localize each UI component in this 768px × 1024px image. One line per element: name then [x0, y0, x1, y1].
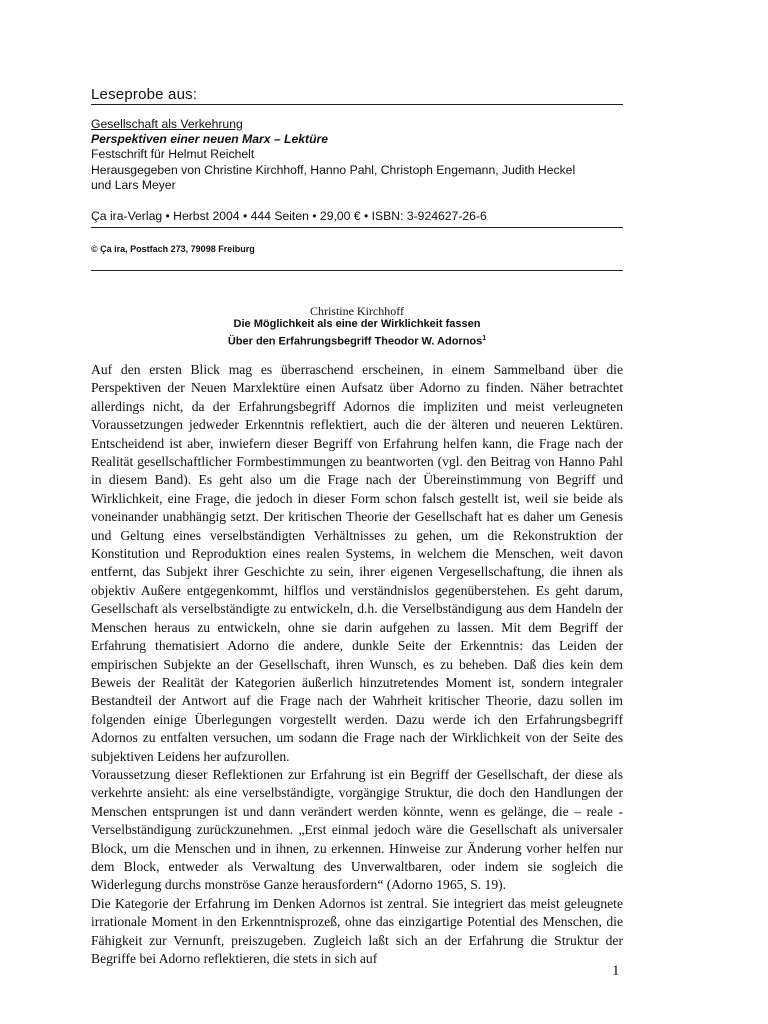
book-info — [91, 117, 631, 224]
article-subtitle-text: Über den Erfahrungsbegriff Theodor W. Adornos — [227, 335, 483, 348]
header-divider — [91, 104, 623, 105]
body-paragraph: Auf den ersten Blick mag es überraschend erscheinen, in einem Sammelband über die Perspektiven der Neuen Marxlektüre einen Aufsatz über Adorno zu finden. Näher betrachtet allerdings nicht, da der Erfahrungsbegriff Adornos die impliziten und meist verleugneten Voraussetzungen jedweder Erkenntnis reflektiert, auch die der älteren und neueren Lektüren. Entscheidend ist aber, inwiefern dieser Begriff von Erfahrung helfen kann, die Frage nach der Realität gesellschaftlicher Formbestimmungen zu beantworten (vgl. den Beitrag von Hanno Pahl in diesem Band). Es geht also um die Frage nach der Übereinstimmung von Begriff und Wirklichkeit, eine Frage, die jedoch in dieser Form schon falsch gestellt ist, weil sie beide als voneinander unabhängig setzt. Der kritischen Theorie der Gesellschaft hat es daher um Genesis und Geltung eines verselbständigten Verhältnisses zu gehen, um die Rekonstruktion der Konstitution und Reproduktion eines realen Systems, in welchem die Menschen, weit davon entfernt, das Subjekt ihrer Geschichte zu sein, ihrer eigenen Vergesellschaftung, die ihnen als objektiv Außere entgegenkommt, hilflos und verständnislos gegenüberstehen. Es geht darum, Gesellschaft als verselbständigte zu entwickeln, d.h. die Verselbständigung aus dem Handeln der Menschen heraus zu entwickeln, ohne sie darin aufgehen zu lassen. Mit dem Begriff der Erfahrung thematisiert Adorno die andere, dunkle Seite der Erkenntnis: das Leiden der empirischen Subjekte an der Gesellschaft, ihren Wunsch, es zu beheben. Daß dies kein dem Beweis der Realität der Kategorien äußerlich hinzutretendes Moment ist, sondern integraler Bestandteil der Antwort auf die Frage nach der Wahrheit kritischer Theorie, dazu sollen im folgenden einige Überlegungen vorgestellt werden. Dazu werde ich den Erfahrungsbegriff Adornos zu entfalten versuchen, um sodann die Frage nach der Wirklichkeit von der Seite des subjektiven Leidens her aufzurollen. — [91, 362, 623, 764]
publisher-address: © Ça ira, Postfach 273, 79098 Freiburg — [91, 244, 255, 254]
book-editors-line-2: und Lars Meyer — [91, 177, 176, 192]
article-author: Christine Kirchhoff — [309, 304, 405, 318]
article-title: Die Möglichkeit als eine der Wirklichkeit fassen — [233, 318, 481, 330]
publisher-divider — [91, 270, 623, 271]
article-subtitle — [91, 332, 623, 349]
page-number: 1 — [612, 963, 620, 979]
article-heading — [91, 304, 623, 349]
excerpt-label: Leseprobe aus: — [91, 86, 198, 103]
article-body — [91, 361, 623, 968]
book-publication-meta: Ça ira-Verlag • Herbst 2004 • 444 Seiten • 29,00 € • ISBN: 3-924627-26-6 — [91, 209, 487, 224]
book-editors-line-1: Herausgegeben von Christine Kirchhoff, Hanno Pahl, Christoph Engemann, Judith Heckel — [91, 162, 576, 177]
footnote-marker: 1 — [482, 334, 487, 342]
book-info-divider — [91, 227, 623, 228]
body-paragraph: Voraussetzung dieser Reflektionen zur Erfahrung ist ein Begriff der Gesellschaft, der diese als verkehrte ansieht: als eine verselbständigte, vorgängige Struktur, die doch den Handlungen der Menschen entsprungen ist und dann verändert werden könnte, wenn es gelänge, die – reale -Verselbständigung zurückzunehmen. „Erst einmal jedoch wäre die Gesellschaft als universaler Block, um die Menschen und in ihnen, zu erkennen. Hinweise zur Änderung vorher helfen nur dem Block, entweder als Verwaltung des Unverwaltbaren, oder indem sie sogleich die Widerlegung durchs monströse Ganze herausfordern“ (Adorno 1965, S. 19). — [91, 766, 623, 893]
body-paragraph: Die Kategorie der Erfahrung im Denken Adornos ist zentral. Sie integriert das meist geleugnete irrationale Moment in den Erkenntnisprozeß, ohne das einzigartige Potential des Menschen, die Fähigkeit zur Vernunft, preiszugeben. Zugleich laßt sich an der Erfahrung die Struktur der Begriffe bei Adorno reflektieren, die stets in sich auf — [91, 895, 623, 966]
book-series-title: Gesellschaft als Verkehrung — [91, 117, 243, 131]
book-title: Perspektiven einer neuen Marx – Lektüre — [91, 132, 329, 147]
book-festschrift: Festschrift für Helmut Reichelt — [91, 147, 255, 162]
